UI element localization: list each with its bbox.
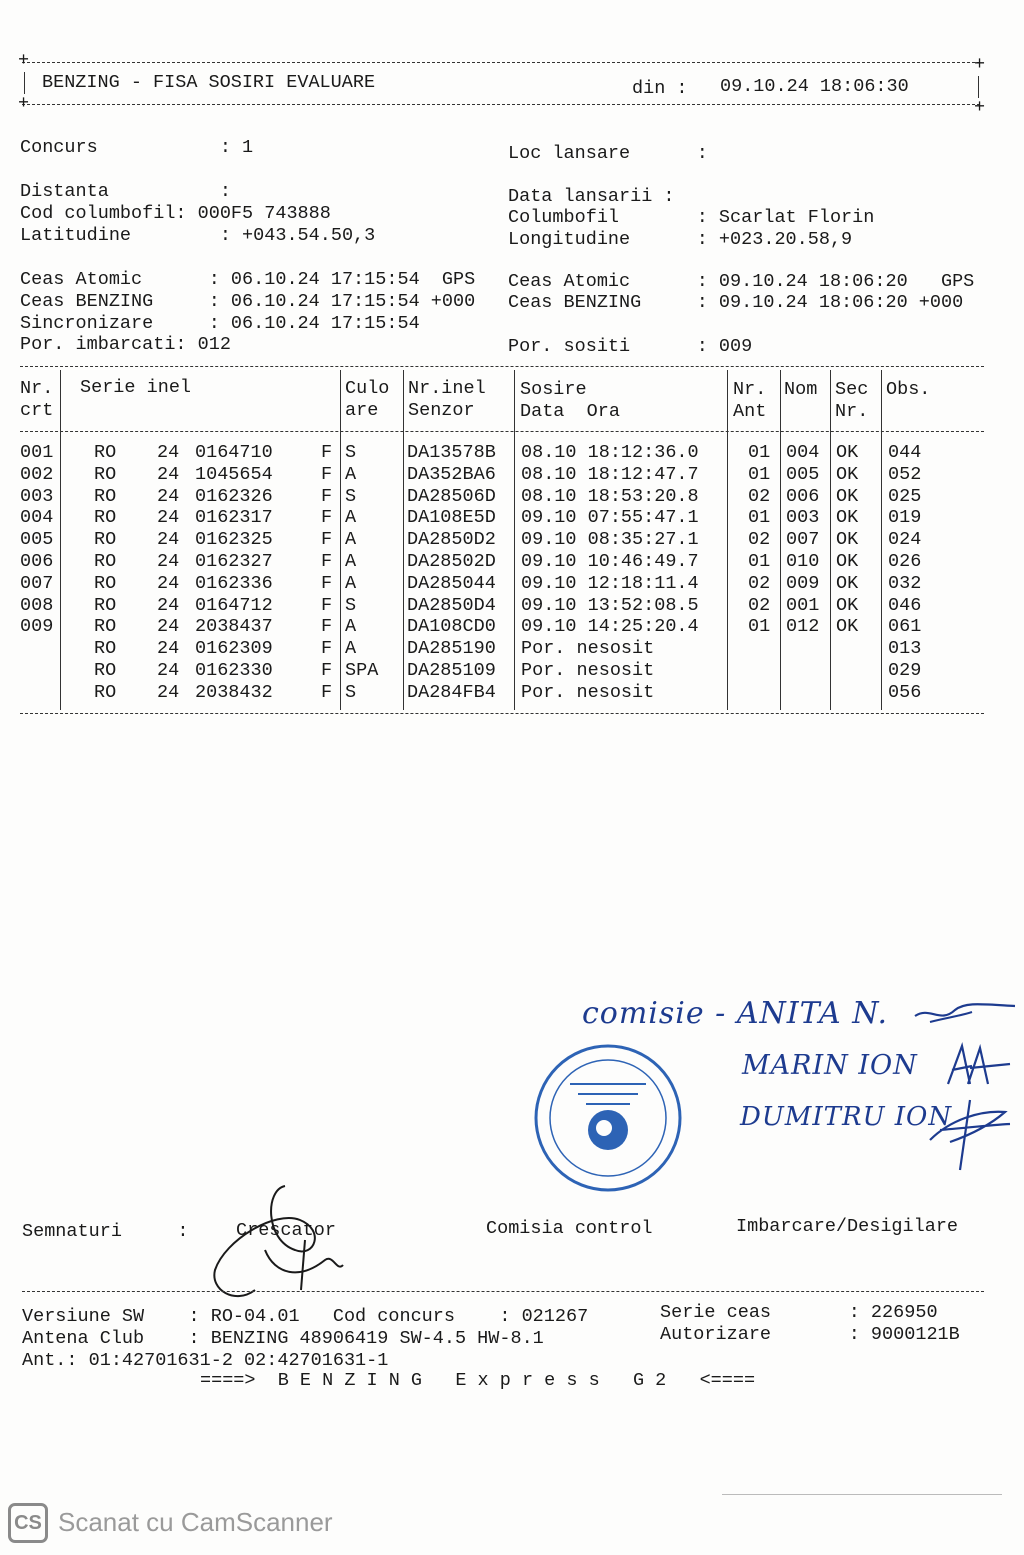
th-nr-crt-1: Nr. — [20, 378, 54, 399]
header-title: BENZING - FISA SOSIRI EVALUARE — [42, 72, 376, 93]
cell-sex: F — [321, 638, 333, 660]
cell-ant: 02 — [748, 485, 771, 507]
info-concurs: Concurs : 1 — [20, 137, 254, 158]
table-header-rule — [20, 431, 984, 432]
cell-sex: F — [321, 681, 333, 703]
col-sep-2 — [340, 370, 341, 710]
cell-country: RO — [94, 463, 117, 485]
signature-anita-icon — [910, 996, 1020, 1032]
col-sep-5 — [727, 370, 728, 710]
header-right-bar — [978, 76, 979, 98]
camscanner-logo-icon: CS — [8, 1503, 48, 1543]
table-top-rule — [20, 366, 984, 367]
cell-obs: 032 — [888, 572, 922, 594]
cell-year: 24 — [157, 551, 180, 572]
cell-country: RO — [94, 594, 117, 616]
info-cod-columbofil: Cod columbofil: 000F5 743888 — [20, 203, 331, 224]
header-plus-left-bottom: + — [18, 93, 30, 114]
th-nr-inel-1: Nr.inel — [408, 378, 486, 399]
th-sosire-2: Data Ora — [520, 401, 620, 422]
cell-year: 24 — [157, 638, 180, 660]
handwritten-comisie: comisie - ANITA N. — [582, 996, 889, 1031]
cell-country: RO — [94, 529, 117, 551]
cell-year: 24 — [157, 507, 180, 529]
col-sep-1 — [60, 370, 61, 710]
cell-obs: 024 — [888, 529, 922, 551]
cell-sex: F — [321, 485, 333, 507]
cell-color: S — [345, 681, 357, 703]
cell-obs: 013 — [888, 638, 922, 660]
info-por-imbarcati: Por. imbarcati: 012 — [20, 334, 231, 355]
cell-ring: 0162336 — [195, 572, 273, 594]
cell-sec: OK — [836, 485, 859, 507]
cell-ant: 01 — [748, 507, 771, 529]
table-bottom-rule — [20, 713, 984, 714]
th-serie-inel: Serie inel — [80, 377, 192, 398]
cell-sec: OK — [836, 551, 859, 572]
cell-obs: 026 — [888, 551, 922, 572]
th-sec-1: Sec — [835, 379, 869, 400]
cell-sec: OK — [836, 442, 859, 463]
cell-nom: 005 — [786, 463, 820, 485]
cell-ant: 02 — [748, 594, 771, 616]
cell-ring: 0162317 — [195, 507, 273, 529]
info-columbofil: Columbofil : Scarlat Florin — [508, 207, 875, 228]
cell-ant: 01 — [748, 442, 771, 463]
label-semnaturi: Semnaturi : — [22, 1221, 189, 1242]
cell-ant: 01 — [748, 551, 771, 572]
label-crescator: Crescator — [236, 1220, 336, 1241]
cell-nom: 003 — [786, 507, 820, 529]
info-ceas-benzing-left: Ceas BENZING : 06.10.24 17:15:54 +000 — [20, 291, 476, 312]
cell-sensor: DA2850D2 — [407, 529, 496, 551]
cell-sec: OK — [836, 463, 859, 485]
cell-nom: 006 — [786, 485, 820, 507]
cell-color: A — [345, 551, 357, 572]
cell-obs: 046 — [888, 594, 922, 616]
th-nom: Nom — [784, 379, 818, 400]
cell-obs: 019 — [888, 507, 922, 529]
cell-arrival: Por. nesosit — [521, 660, 655, 681]
info-longitudine: Longitudine : +023.20.58,9 — [508, 229, 853, 250]
cell-arrival: 09.10 10:46:49.7 — [521, 551, 699, 572]
cell-arrival: 09.10 13:52:08.5 — [521, 594, 699, 616]
cell-year: 24 — [157, 594, 180, 616]
cell-year: 24 — [157, 529, 180, 551]
cell-country: RO — [94, 551, 117, 572]
footer-autorizare: Autorizare : 9000121B — [660, 1324, 960, 1345]
cell-nr: 004 — [20, 507, 54, 529]
cell-year: 24 — [157, 442, 180, 463]
cell-sensor: DA285044 — [407, 572, 496, 594]
stamp-seal-icon — [530, 1040, 686, 1196]
header-din-label: din : — [632, 78, 688, 99]
label-comisia-control: Comisia control — [486, 1218, 653, 1239]
cell-sex: F — [321, 594, 333, 616]
cell-nr: 001 — [20, 442, 54, 463]
cell-color: A — [345, 572, 357, 594]
col-sep-7 — [830, 370, 831, 710]
th-sosire-1: Sosire — [520, 379, 587, 400]
cell-nom: 012 — [786, 616, 820, 638]
col-sep-6 — [780, 370, 781, 710]
cell-ant: 02 — [748, 529, 771, 551]
header-plus-right-top: + — [974, 54, 986, 75]
cell-obs: 029 — [888, 660, 922, 681]
cell-ring: 2038437 — [195, 616, 273, 638]
cell-ring: 0162309 — [195, 638, 273, 660]
cell-ring: 0162325 — [195, 529, 273, 551]
cell-ring: 0164712 — [195, 594, 273, 616]
cell-sec: OK — [836, 572, 859, 594]
cell-color: A — [345, 638, 357, 660]
cell-sensor: DA352BA6 — [407, 463, 496, 485]
cell-sensor: DA2850D4 — [407, 594, 496, 616]
cell-arrival: 09.10 08:35:27.1 — [521, 529, 699, 551]
cell-country: RO — [94, 616, 117, 638]
info-distanta: Distanta : — [20, 181, 231, 202]
cell-obs: 044 — [888, 442, 922, 463]
cell-ant: 02 — [748, 572, 771, 594]
th-nr-ant-2: Ant — [733, 401, 767, 422]
header-din-value: 09.10.24 18:06:30 — [720, 76, 909, 97]
cell-arrival: 09.10 12:18:11.4 — [521, 572, 699, 594]
cell-year: 24 — [157, 681, 180, 703]
cell-color: A — [345, 507, 357, 529]
cell-year: 24 — [157, 660, 180, 681]
cell-country: RO — [94, 660, 117, 681]
cell-sec: OK — [836, 507, 859, 529]
cell-ant: 01 — [748, 616, 771, 638]
info-latitudine: Latitudine : +043.54.50,3 — [20, 225, 376, 246]
cell-country: RO — [94, 572, 117, 594]
signature-dumitru-icon — [920, 1080, 1020, 1175]
cell-nom: 001 — [786, 594, 820, 616]
th-culoare-1: Culo — [345, 378, 390, 399]
header-plus-right-bottom: + — [974, 97, 986, 118]
cell-arrival: 08.10 18:12:36.0 — [521, 442, 699, 463]
cell-country: RO — [94, 507, 117, 529]
cell-obs: 052 — [888, 463, 922, 485]
cell-nr: 002 — [20, 463, 54, 485]
cell-ring: 2038432 — [195, 681, 273, 703]
bottom-faint-rule — [722, 1494, 1002, 1495]
cell-ring: 1045654 — [195, 463, 273, 485]
cell-ant: 01 — [748, 463, 771, 485]
cell-sensor: DA28502D — [407, 551, 496, 572]
cell-sensor: DA13578B — [407, 442, 496, 463]
cell-year: 24 — [157, 485, 180, 507]
cell-sex: F — [321, 529, 333, 551]
footer-antena: Antena Club : BENZING 48906419 SW-4.5 HW-8.1 — [22, 1328, 544, 1349]
cell-nom: 009 — [786, 572, 820, 594]
th-sec-2: Nr. — [835, 401, 869, 422]
cell-sec: OK — [836, 594, 859, 616]
cell-sensor: DA285109 — [407, 660, 496, 681]
cell-nr: 005 — [20, 529, 54, 551]
cell-ring: 0162326 — [195, 485, 273, 507]
cell-nr: 008 — [20, 594, 54, 616]
cell-color: S — [345, 442, 357, 463]
header-left-bar — [24, 72, 25, 94]
cell-sex: F — [321, 572, 333, 594]
cell-country: RO — [94, 681, 117, 703]
th-culoare-2: are — [345, 400, 379, 421]
info-ceas-atomic-left: Ceas Atomic : 06.10.24 17:15:54 GPS — [20, 269, 476, 290]
cell-country: RO — [94, 485, 117, 507]
cell-country: RO — [94, 442, 117, 463]
cell-sec: OK — [836, 529, 859, 551]
camscanner-watermark: Scanat cu CamScanner — [58, 1507, 333, 1537]
cell-ring: 0162327 — [195, 551, 273, 572]
handwritten-dumitru: DUMITRU ION — [740, 1102, 953, 1132]
footer-ant: Ant.: 01:42701631-2 02:42701631-1 — [22, 1350, 389, 1371]
cell-color: A — [345, 529, 357, 551]
cell-sex: F — [321, 463, 333, 485]
th-nr-inel-2: Senzor — [408, 400, 475, 421]
cell-arrival: 09.10 14:25:20.4 — [521, 616, 699, 638]
cell-nr: 003 — [20, 485, 54, 507]
cell-country: RO — [94, 638, 117, 660]
cell-obs: 061 — [888, 616, 922, 638]
cell-sex: F — [321, 442, 333, 463]
cell-nom: 007 — [786, 529, 820, 551]
cell-arrival: 08.10 18:12:47.7 — [521, 463, 699, 485]
cell-year: 24 — [157, 572, 180, 594]
cell-sex: F — [321, 660, 333, 681]
cell-sensor: DA284FB4 — [407, 681, 496, 703]
cell-nr: 009 — [20, 616, 54, 638]
th-nr-ant-1: Nr. — [733, 379, 767, 400]
handwritten-marin: MARIN ION — [742, 1050, 918, 1081]
th-obs: Obs. — [886, 379, 931, 400]
cell-sex: F — [321, 507, 333, 529]
cell-obs: 056 — [888, 681, 922, 703]
cell-color: S — [345, 485, 357, 507]
cell-sex: F — [321, 551, 333, 572]
cell-color: A — [345, 463, 357, 485]
cell-obs: 025 — [888, 485, 922, 507]
info-por-sositi: Por. sositi : 009 — [508, 336, 753, 357]
cell-arrival: Por. nesosit — [521, 681, 655, 703]
cell-sensor: DA28506D — [407, 485, 496, 507]
footer-rule — [22, 1291, 984, 1292]
cell-color: S — [345, 594, 357, 616]
col-sep-8 — [881, 370, 882, 710]
cell-arrival: 09.10 07:55:47.1 — [521, 507, 699, 529]
cell-year: 24 — [157, 463, 180, 485]
info-ceas-benzing-right: Ceas BENZING : 09.10.24 18:06:20 +000 — [508, 292, 964, 313]
cell-arrival: 08.10 18:53:20.8 — [521, 485, 699, 507]
header-plus-left-top: + — [18, 50, 30, 71]
label-imbarcare: Imbarcare/Desigilare — [736, 1216, 959, 1237]
header-top-rule — [22, 62, 980, 63]
footer-brand: ====> B E N Z I N G E x p r e s s G 2 <==== — [200, 1370, 756, 1391]
cell-ring: 0162330 — [195, 660, 273, 681]
info-ceas-atomic-right: Ceas Atomic : 09.10.24 18:06:20 GPS — [508, 271, 975, 292]
cell-nr: 006 — [20, 551, 54, 572]
header-bottom-rule — [22, 104, 980, 105]
cell-year: 24 — [157, 616, 180, 638]
footer-serie-ceas: Serie ceas : 226950 — [660, 1302, 938, 1323]
cell-arrival: Por. nesosit — [521, 638, 655, 660]
cell-sensor: DA285190 — [407, 638, 496, 660]
cell-sensor: DA108E5D — [407, 507, 496, 529]
th-nr-crt-2: crt — [20, 400, 54, 421]
cell-nr: 007 — [20, 572, 54, 594]
cell-sensor: DA108CD0 — [407, 616, 496, 638]
col-sep-3 — [403, 370, 404, 710]
cell-sec: OK — [836, 616, 859, 638]
info-loc-lansare: Loc lansare : — [508, 143, 708, 164]
cell-ring: 0164710 — [195, 442, 273, 463]
footer-versiune: Versiune SW : RO-04.01 Cod concurs : 021267 — [22, 1306, 589, 1327]
cell-color: SPA — [345, 660, 379, 681]
info-data-lansarii: Data lansarii : — [508, 186, 675, 207]
col-sep-4 — [514, 370, 515, 710]
info-sincronizare: Sincronizare : 06.10.24 17:15:54 — [20, 313, 420, 334]
cell-nom: 004 — [786, 442, 820, 463]
cell-sex: F — [321, 616, 333, 638]
cell-color: A — [345, 616, 357, 638]
cell-nom: 010 — [786, 551, 820, 572]
